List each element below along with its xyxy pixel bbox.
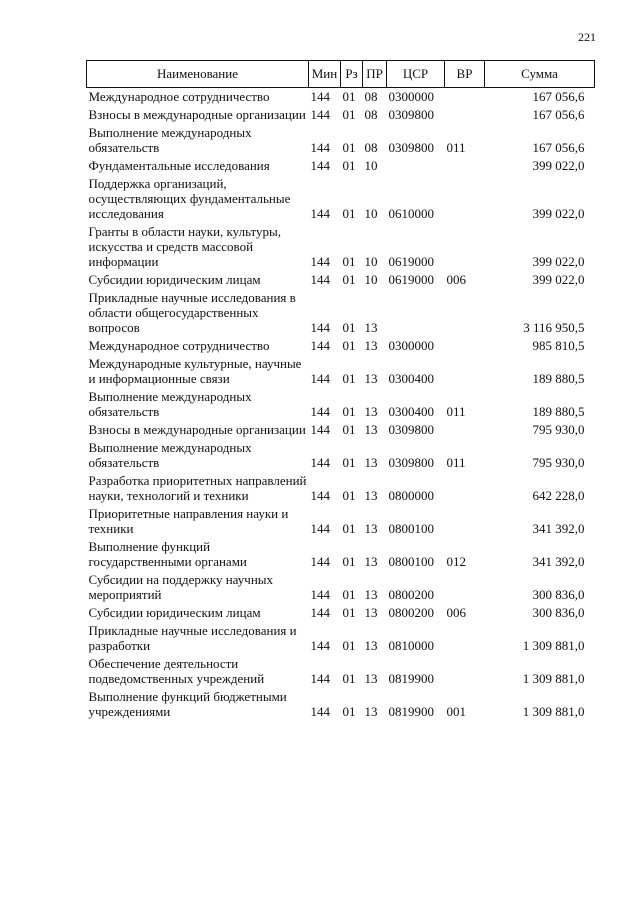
- row-csr: [387, 157, 445, 175]
- row-name: Поддержка организаций, осуществляющих фундаментальные исследования: [88, 176, 291, 221]
- row-sum: 1 309 881,0: [522, 704, 585, 719]
- table-row: [87, 106, 595, 124]
- row-min: 144: [310, 671, 330, 686]
- header-min: Мин: [309, 61, 341, 88]
- row-min: 144: [310, 107, 330, 122]
- row-csr: 0300000: [388, 338, 434, 353]
- row-sum: 167 056,6: [532, 107, 585, 122]
- row-name: Выполнение международных обязательств: [88, 125, 252, 155]
- row-name: Взносы в международные организации: [88, 107, 306, 122]
- header-pr: ПР: [363, 61, 387, 88]
- row-rz: 01: [342, 554, 356, 569]
- row-min: 144: [310, 422, 330, 437]
- header-csr: ЦСР: [387, 61, 445, 88]
- row-csr: 0800100: [388, 521, 434, 536]
- row-min: 144: [310, 404, 330, 419]
- row-name: Выполнение функций государственными органами: [88, 539, 247, 569]
- row-sum: 167 056,6: [532, 89, 585, 104]
- row-vr: 011: [446, 404, 466, 419]
- row-sum: 399 022,0: [532, 272, 585, 287]
- row-name: Международное сотрудничество: [88, 89, 270, 104]
- row-vr: [445, 622, 485, 655]
- row-csr: 0610000: [388, 206, 434, 221]
- row-vr: [445, 88, 485, 107]
- row-pr: 10: [364, 206, 378, 221]
- row-rz: 01: [342, 89, 356, 104]
- row-pr: 13: [364, 605, 378, 620]
- row-min: 144: [310, 272, 330, 287]
- table-row: [87, 538, 595, 571]
- row-csr: 0300400: [388, 404, 434, 419]
- row-csr: 0309800: [388, 107, 434, 122]
- row-vr: [445, 655, 485, 688]
- row-pr: 08: [364, 89, 378, 104]
- row-csr: 0810000: [388, 638, 434, 653]
- row-rz: 01: [342, 338, 356, 353]
- row-sum: 795 930,0: [532, 455, 585, 470]
- table-row: [87, 439, 595, 472]
- row-sum: 985 810,5: [532, 338, 585, 353]
- row-name: Выполнение функций бюджетными учреждениями: [88, 689, 287, 719]
- row-min: 144: [310, 320, 330, 335]
- row-pr: 13: [364, 671, 378, 686]
- row-vr: [445, 106, 485, 124]
- table-row: [87, 355, 595, 388]
- row-min: 144: [310, 455, 330, 470]
- row-min: 144: [310, 371, 330, 386]
- row-vr: 011: [446, 140, 466, 155]
- row-vr: [445, 337, 485, 355]
- row-pr: 13: [364, 320, 378, 335]
- row-pr: 10: [364, 254, 378, 269]
- row-sum: 189 880,5: [532, 404, 585, 419]
- table-row: [87, 472, 595, 505]
- row-rz: 01: [342, 422, 356, 437]
- row-sum: 1 309 881,0: [522, 671, 585, 686]
- row-rz: 01: [342, 206, 356, 221]
- row-csr: 0819900: [388, 704, 434, 719]
- row-name: Международное сотрудничество: [88, 338, 270, 353]
- row-pr: 13: [364, 638, 378, 653]
- row-pr: 13: [364, 488, 378, 503]
- header-rz: Рз: [341, 61, 363, 88]
- row-sum: 341 392,0: [532, 554, 585, 569]
- row-rz: 01: [342, 704, 356, 719]
- row-pr: 08: [364, 140, 378, 155]
- row-name: Разработка приоритетных направлений науки, технологий и техники: [88, 473, 307, 503]
- row-min: 144: [310, 140, 330, 155]
- row-sum: 189 880,5: [532, 371, 585, 386]
- table-row: [87, 622, 595, 655]
- row-name: Обеспечение деятельности подведомственных учреждений: [88, 656, 265, 686]
- row-min: 144: [310, 338, 330, 353]
- row-name: Прикладные научные исследования в области общегосударственных вопросов: [88, 290, 296, 335]
- row-min: 144: [310, 554, 330, 569]
- row-vr: [445, 472, 485, 505]
- row-pr: 13: [364, 422, 378, 437]
- table-row: [87, 388, 595, 421]
- page-number: 221: [578, 30, 596, 44]
- row-min: 144: [310, 89, 330, 104]
- row-sum: 399 022,0: [532, 254, 585, 269]
- header-name: Наименование: [87, 61, 309, 88]
- row-csr: 0309800: [388, 422, 434, 437]
- table-row: [87, 124, 595, 157]
- row-sum: 341 392,0: [532, 521, 585, 536]
- row-csr: 0309800: [388, 140, 434, 155]
- row-name: Приоритетные направления науки и техники: [88, 506, 289, 536]
- row-csr: 0619000: [388, 272, 434, 287]
- row-sum: 300 836,0: [532, 587, 585, 602]
- row-pr: 10: [364, 158, 378, 173]
- row-csr: 0300400: [388, 371, 434, 386]
- row-sum: 3 116 950,5: [523, 320, 585, 335]
- row-csr: 0819900: [388, 671, 434, 686]
- row-csr: 0619000: [388, 254, 434, 269]
- row-pr: 13: [364, 455, 378, 470]
- row-rz: 01: [342, 371, 356, 386]
- row-sum: 642 228,0: [532, 488, 585, 503]
- row-pr: 13: [364, 587, 378, 602]
- row-pr: 13: [364, 338, 378, 353]
- row-sum: 167 056,6: [532, 140, 585, 155]
- row-vr: [445, 289, 485, 337]
- table-body: [87, 88, 595, 722]
- row-rz: 01: [342, 587, 356, 602]
- row-min: 144: [310, 704, 330, 719]
- row-min: 144: [310, 206, 330, 221]
- row-pr: 13: [364, 404, 378, 419]
- header-row: [87, 61, 595, 88]
- table-row: [87, 688, 595, 721]
- table-row: [87, 505, 595, 538]
- row-sum: 399 022,0: [532, 206, 585, 221]
- row-sum: 300 836,0: [532, 605, 585, 620]
- row-rz: 01: [342, 605, 356, 620]
- row-vr: [445, 421, 485, 439]
- row-csr: 0800000: [388, 488, 434, 503]
- row-min: 144: [310, 638, 330, 653]
- row-vr: [445, 355, 485, 388]
- table-row: [87, 571, 595, 604]
- row-name: Гранты в области науки, культуры, искусства и средств массовой информации: [88, 224, 281, 269]
- row-name: Взносы в международные организации: [88, 422, 306, 437]
- table-row: [87, 421, 595, 439]
- row-vr: [445, 505, 485, 538]
- row-vr: 006: [446, 272, 466, 287]
- row-pr: 13: [364, 704, 378, 719]
- row-rz: 01: [342, 320, 356, 335]
- row-min: 144: [310, 587, 330, 602]
- row-name: Субсидии юридическим лицам: [88, 605, 261, 620]
- row-vr: [445, 157, 485, 175]
- row-vr: [445, 223, 485, 271]
- row-rz: 01: [342, 638, 356, 653]
- table-row: [87, 271, 595, 289]
- row-vr: [445, 175, 485, 223]
- row-pr: 13: [364, 521, 378, 536]
- row-rz: 01: [342, 671, 356, 686]
- row-rz: 01: [342, 158, 356, 173]
- row-min: 144: [310, 254, 330, 269]
- table-row: [87, 175, 595, 223]
- row-name: Выполнение международных обязательств: [88, 440, 252, 470]
- row-vr: 011: [446, 455, 466, 470]
- row-vr: [445, 571, 485, 604]
- header-vr: ВР: [445, 61, 485, 88]
- row-min: 144: [310, 158, 330, 173]
- row-csr: 0309800: [388, 455, 434, 470]
- table-row: [87, 223, 595, 271]
- table-row: [87, 157, 595, 175]
- row-csr: [387, 289, 445, 337]
- row-csr: 0800200: [388, 605, 434, 620]
- row-vr: 006: [446, 605, 466, 620]
- row-rz: 01: [342, 107, 356, 122]
- row-rz: 01: [342, 140, 356, 155]
- table-header: [87, 61, 595, 88]
- row-csr: 0300000: [388, 89, 434, 104]
- row-vr: 012: [446, 554, 466, 569]
- row-rz: 01: [342, 488, 356, 503]
- row-pr: 08: [364, 107, 378, 122]
- row-pr: 13: [364, 371, 378, 386]
- header-sum: Сумма: [485, 61, 595, 88]
- row-csr: 0800200: [388, 587, 434, 602]
- row-rz: 01: [342, 404, 356, 419]
- row-name: Международные культурные, научные и информационные связи: [88, 356, 302, 386]
- row-name: Субсидии юридическим лицам: [88, 272, 261, 287]
- row-vr: 001: [446, 704, 466, 719]
- row-min: 144: [310, 521, 330, 536]
- row-min: 144: [310, 605, 330, 620]
- table-row: [87, 604, 595, 622]
- row-min: 144: [310, 488, 330, 503]
- row-rz: 01: [342, 254, 356, 269]
- row-sum: 399 022,0: [532, 158, 585, 173]
- row-rz: 01: [342, 455, 356, 470]
- row-pr: 13: [364, 554, 378, 569]
- row-name: Прикладные научные исследования и разработки: [88, 623, 297, 653]
- row-pr: 10: [364, 272, 378, 287]
- row-csr: 0800100: [388, 554, 434, 569]
- budget-table: [86, 60, 595, 721]
- table-row: [87, 289, 595, 337]
- table-row: [87, 655, 595, 688]
- row-sum: 795 930,0: [532, 422, 585, 437]
- table-row: [87, 337, 595, 355]
- row-name: Фундаментальные исследования: [88, 158, 270, 173]
- table-row: [87, 88, 595, 107]
- row-rz: 01: [342, 272, 356, 287]
- row-rz: 01: [342, 521, 356, 536]
- row-sum: 1 309 881,0: [522, 638, 585, 653]
- row-name: Субсидии на поддержку научных мероприятий: [88, 572, 274, 602]
- row-name: Выполнение международных обязательств: [88, 389, 252, 419]
